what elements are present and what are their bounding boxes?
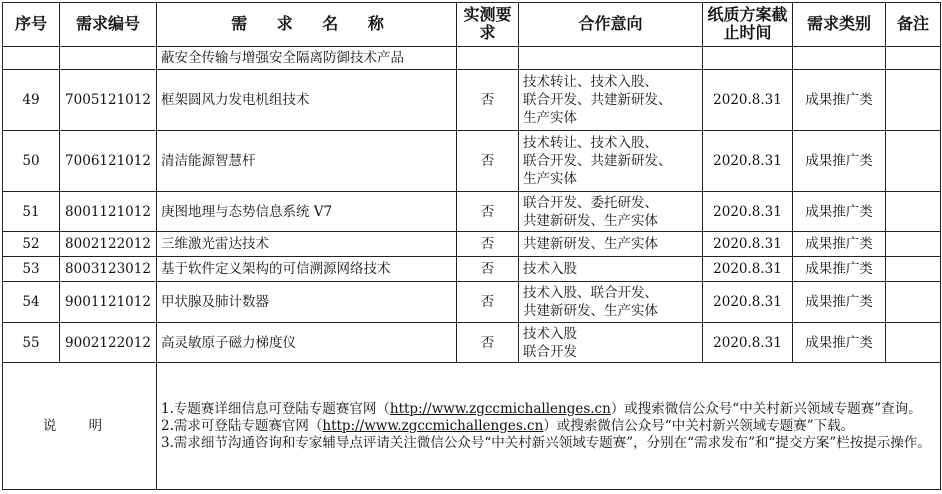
row-seq: 55 [3, 323, 60, 363]
row-test: 否 [457, 130, 519, 191]
row-code: 8003123012 [60, 256, 157, 281]
row-category: 成果推广类 [793, 281, 886, 323]
row-deadline: 2020.8.31 [703, 281, 793, 323]
official-site-link-2[interactable]: http://www.zgccmichallenges.cn [322, 417, 544, 434]
table-row [3, 192, 941, 232]
row-code: 8002122012 [60, 231, 157, 256]
note-1: 1.专题赛详细信息可登陆专题赛官网（http://www.zgccmichallenges.cn）或搜索微信公众号“中关村新兴领域专题赛”查询。 [161, 400, 922, 417]
row-deadline: 2020.8.31 [703, 231, 793, 256]
row-test: 否 [457, 281, 519, 323]
row-name: 框架圆风力发电机组技术 [157, 69, 457, 130]
header-coop: 合作意向 [519, 3, 703, 47]
row-coop [519, 231, 703, 256]
coop-line: 技术入股 [523, 325, 577, 342]
row-name: 甲状腺及肺计数器 [157, 281, 457, 323]
row-coop [519, 323, 703, 363]
row-test: 否 [457, 323, 519, 363]
header-row [3, 3, 941, 47]
row-name: 清洁能源智慧杆 [157, 130, 457, 191]
row-remark [886, 256, 941, 281]
coop-line: 共建新研发、生产实体 [523, 303, 658, 320]
coop-line: 技术转让、技术入股、 [523, 73, 658, 90]
continued-row [3, 46, 941, 69]
row-coop [519, 281, 703, 323]
coop-line: 联合开发、共建新研发、 [523, 153, 672, 170]
continued-name: 蔽安全传输与增强安全隔离防御技术产品 [157, 46, 457, 69]
row-name: 庚图地理与态势信息系统 V7 [157, 192, 457, 232]
row-remark [886, 281, 941, 323]
row-seq: 49 [3, 69, 60, 130]
header-code: 需求编号 [60, 3, 157, 47]
row-seq: 54 [3, 281, 60, 323]
row-test: 否 [457, 69, 519, 130]
row-seq: 53 [3, 256, 60, 281]
requirements-table [2, 2, 941, 490]
header-name: 需 求 名 称 [157, 3, 457, 47]
row-seq: 50 [3, 130, 60, 191]
row-name: 基于软件定义架构的可信溯源网络技术 [157, 256, 457, 281]
row-remark [886, 69, 941, 130]
table-row [3, 69, 941, 130]
row-category: 成果推广类 [793, 130, 886, 191]
header-remark: 备注 [886, 3, 941, 47]
row-test: 否 [457, 231, 519, 256]
row-coop [519, 130, 703, 191]
row-coop [519, 256, 703, 281]
row-name: 三维激光雷达技术 [157, 231, 457, 256]
table-row [3, 281, 941, 323]
row-category: 成果推广类 [793, 323, 886, 363]
row-code: 7005121012 [60, 69, 157, 130]
coop-line: 共建新研发、生产实体 [523, 212, 658, 229]
note-3: 3.需求细节沟通咨询和专家辅导点评请关注微信公众号“中关村新兴领域专题赛”，分别在“需求发布”和“提交方案”栏按提示操作。 [161, 434, 931, 451]
table-body [3, 69, 941, 362]
coop-line: 生产实体 [523, 171, 577, 188]
row-remark [886, 192, 941, 232]
row-code: 9001121012 [60, 281, 157, 323]
note-2: 2.需求可登陆专题赛官网（http://www.zgccmichallenges.cn）或搜索微信公众号“中关村新兴领域专题赛”下载。 [161, 417, 855, 434]
row-seq: 51 [3, 192, 60, 232]
row-deadline: 2020.8.31 [703, 256, 793, 281]
header-category: 需求类别 [793, 3, 886, 47]
official-site-link-1[interactable]: http://www.zgccmichallenges.cn [389, 400, 611, 417]
row-code: 8001121012 [60, 192, 157, 232]
header-seq: 序号 [3, 3, 60, 47]
row-seq: 52 [3, 231, 60, 256]
coop-line: 技术入股 [523, 260, 577, 277]
row-remark [886, 130, 941, 191]
table-row [3, 256, 941, 281]
header-deadline: 纸质方案截止时间 [703, 3, 793, 47]
coop-line: 联合开发 [523, 343, 577, 360]
row-remark [886, 231, 941, 256]
notes-content [157, 363, 941, 490]
row-deadline: 2020.8.31 [703, 69, 793, 130]
row-deadline: 2020.8.31 [703, 323, 793, 363]
table-row [3, 130, 941, 191]
coop-line: 生产实体 [523, 109, 577, 126]
row-test: 否 [457, 256, 519, 281]
row-name: 高灵敏原子磁力梯度仪 [157, 323, 457, 363]
notes-label: 说 明 [3, 363, 157, 490]
header-test: 实测要求 [457, 3, 519, 47]
coop-line: 共建新研发、生产实体 [523, 235, 658, 252]
coop-line: 技术入股、联合开发、 [523, 285, 658, 302]
table-row [3, 323, 941, 363]
table-row [3, 231, 941, 256]
row-category: 成果推广类 [793, 192, 886, 232]
row-deadline: 2020.8.31 [703, 130, 793, 191]
coop-line: 技术转让、技术入股、 [523, 135, 658, 152]
row-test: 否 [457, 192, 519, 232]
coop-line: 联合开发、委托研发、 [523, 194, 658, 211]
row-coop [519, 69, 703, 130]
notes-row [3, 363, 941, 490]
row-coop [519, 192, 703, 232]
row-code: 7006121012 [60, 130, 157, 191]
row-deadline: 2020.8.31 [703, 192, 793, 232]
row-category: 成果推广类 [793, 256, 886, 281]
row-code: 9002122012 [60, 323, 157, 363]
row-remark [886, 323, 941, 363]
row-category: 成果推广类 [793, 231, 886, 256]
row-category: 成果推广类 [793, 69, 886, 130]
coop-line: 联合开发、共建新研发、 [523, 91, 672, 108]
